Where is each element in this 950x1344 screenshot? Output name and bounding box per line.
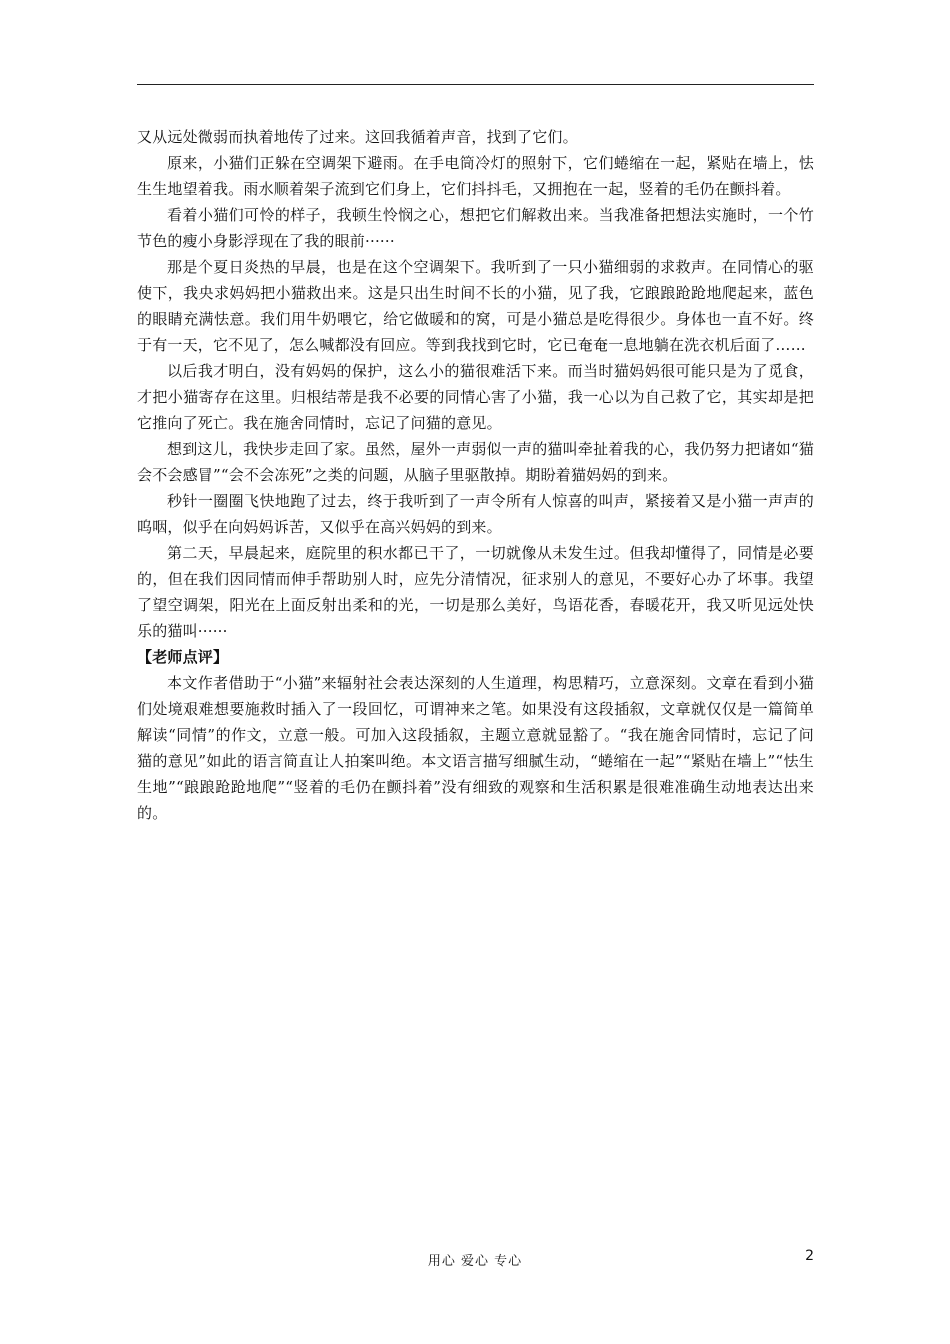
review-text: 本文作者借助于“小猫”来辐射社会表达深刻的人生道理，构思精巧，立意深刻。文章在看到小猫们处境艰难想要施救时插入了一段回忆，可谓神来之笔。如果没有这段插叙，文章就仅仅是一篇简单解读“同情”的作文，立意一般。可加入这段插叙，主题立意就显豁了。“我在施舍同情时，忘记了问猫的意见”如此的语言简直让人拍案叫绝。本文语言描写细腻生动，“蜷缩在一起”“紧贴在墙上”“怯生生地”“踉踉跄跄地爬”“竖着的毛仍在颤抖着”没有细致的观察和生活积累是很难准确生动地表达出来的。 — [137, 674, 814, 822]
header-rule — [137, 84, 814, 85]
paragraph-pity: 看着小猫们可怜的样子，我顿生怜悯之心，想把它们解救出来。当我准备把想法实施时，一个竹节色的瘦小身影浮现在了我的眼前······ — [137, 206, 814, 250]
review-heading: 【老师点评】 — [137, 648, 229, 666]
paragraph-mother-returns: 秒针一圈圈飞快地跑了过去，终于我听到了一声令所有人惊喜的叫声，紧接着又是小猫一声声的呜咽，似乎在向妈妈诉苦，又似乎在高兴妈妈的到来。 — [137, 492, 814, 536]
paragraph-hiding-cats: 原来，小猫们正躲在空调架下避雨。在手电筒冷灯的照射下，它们蜷缩在一起，紧贴在墙上，怯生生地望着我。雨水顺着架子流到它们身上，它们抖抖毛，又拥抱在一起，竖着的毛仍在颤抖着。 — [137, 154, 814, 198]
paragraph-memory: 那是个夏日炎热的早晨，也是在这个空调架下。我听到了一只小猫细弱的求救声。在同情心的驱使下，我央求妈妈把小猫救出来。这是只出生时间不长的小猫，见了我，它踉踉跄跄地爬起来，蓝色的眼睛充满怯意。我们用牛奶喂它，给它做暖和的窝，可是小猫总是吃得很少。身体也一直不好。终于有一天，它不见了，怎么喊都没有回应。等到我找到它时，它已奄奄一息地躺在洗衣机后面了…… — [137, 258, 814, 354]
paragraph-realization: 以后我才明白，没有妈妈的保护，这么小的猫很难活下来。而当时猫妈妈很可能只是为了觅食，才把小猫寄存在这里。归根结蒂是我不必要的同情心害了小猫，我一心以为自己救了它，其实却是把它推向了死亡。我在施舍同情时，忘记了问猫的意见。 — [137, 362, 814, 432]
footer-motto: 用心 爱心 专心 — [427, 1254, 523, 1269]
page-number: 2 — [805, 1248, 814, 1264]
paragraph-return-home: 想到这儿，我快步走回了家。虽然，屋外一声弱似一声的猫叫牵扯着我的心，我仍努力把诸如“猫会不会感冒”“会不会冻死”之类的问题，从脑子里驱散掉。期盼着猫妈妈的到来。 — [137, 440, 814, 484]
paragraph-next-day: 第二天，早晨起来，庭院里的积水都已干了，一切就像从未发生过。但我却懂得了，同情是必要的，但在我们因同情而伸手帮助别人时，应先分清情况，征求别人的意见，不要好心办了坏事。我望了望空调架，阳光在上面反射出柔和的光，一切是那么美好，鸟语花香，春暖花开，我又听见远处快乐的猫叫······ — [137, 544, 814, 640]
article-body — [137, 124, 814, 826]
paragraph-continuation: 又从远处微弱而执着地传了过来。这回我循着声音，找到了它们。 — [137, 128, 578, 146]
